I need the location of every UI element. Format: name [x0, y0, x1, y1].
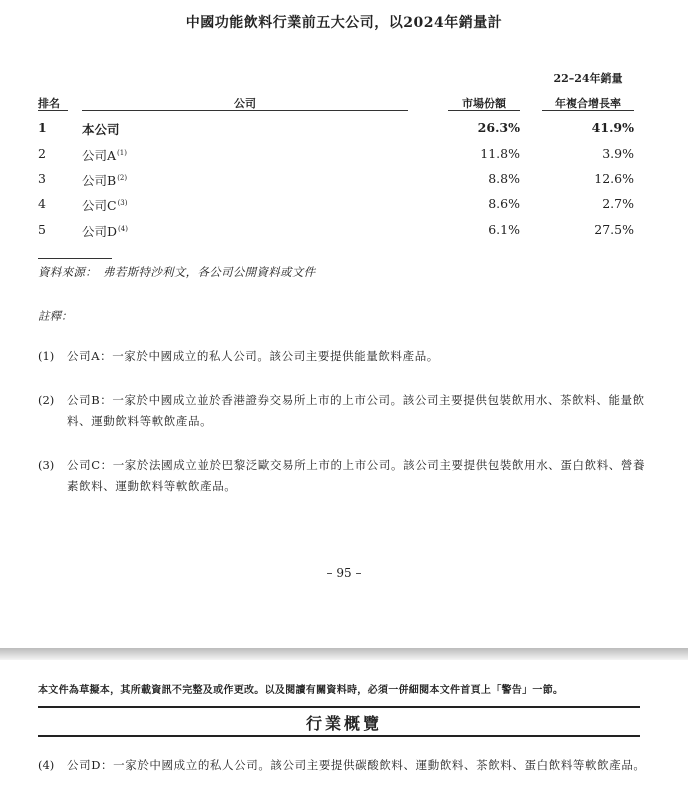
market-share-cell: 8.8% — [488, 171, 520, 186]
footnote-marker: (2) — [117, 174, 128, 182]
company-cell: 公司$C^{(3)}$ — [82, 198, 128, 213]
cagr-header-line1: 22–24年銷量 — [553, 72, 623, 85]
cagr-header-line2: 年複合增長率 — [555, 97, 621, 110]
footnote-text: 公司B：一家於中國成立並於香港證券交易所上市的上市公司。該公司主要提供包裝飲用水、茶飲料、能量飲料、運動飲料等軟飲產品。 — [67, 393, 645, 428]
company-cell: 公司$B^{(2)}$ — [82, 173, 128, 188]
rank-header: 排名 — [38, 97, 60, 110]
footnote-text: 公司D：一家於中國成立的私人公司。該公司主要提供碳酸飲料、運動飲料、茶飲料、蛋白飲料等軟飲產品。 — [67, 758, 646, 772]
share-header-rule — [448, 110, 520, 111]
company-header-rule — [82, 110, 408, 111]
footnote-2 — [38, 390, 648, 432]
rank-cell: 4 — [38, 196, 46, 211]
cagr-cell: 3.9% — [602, 146, 634, 161]
rank-cell: 1 — [38, 120, 47, 135]
footnote-marker: (1) — [117, 149, 127, 157]
cagr-cell: 2.7% — [602, 196, 634, 211]
footnote-number: (3) — [38, 458, 55, 472]
source-text: 資料來源： 弗若斯特沙利文，各公司公開資料或文件 — [38, 265, 316, 279]
rank-header-rule — [38, 110, 68, 111]
source-rule — [38, 258, 112, 259]
company-header: 公司 — [234, 97, 256, 110]
footnote-marker: (3) — [117, 199, 128, 207]
footnote-text: 公司A：一家於中國成立的私人公司。該公司主要提供能量飲料產品。 — [67, 349, 439, 363]
footnote-number: (2) — [38, 393, 55, 407]
cagr-cell: 12.6% — [594, 171, 634, 186]
section-top-rule — [38, 706, 640, 708]
market-share-cell: 8.6% — [488, 196, 520, 211]
market-share-cell: 26.3% — [477, 120, 520, 135]
rank-cell: 5 — [38, 222, 46, 237]
footnote-number: (1) — [38, 349, 55, 363]
section-bottom-rule — [38, 735, 640, 737]
cagr-cell: 27.5% — [594, 222, 634, 237]
cagr-cell: 41.9% — [591, 120, 634, 135]
page-title: 中國功能飲料行業前五大公司，以2024年銷量計 — [185, 15, 503, 31]
rank-cell: 2 — [38, 146, 46, 161]
footnote-text: 公司C：一家於法國成立並於巴黎泛歐交易所上市的上市公司。該公司主要提供包裝飲用水、蛋白飲料、營養素飲料、運動飲料等軟飲產品。 — [67, 458, 646, 493]
draft-disclaimer: 本文件為草擬本，其所載資訊不完整及或作更改。以及閱讀有關資料時，必須一併細閱本文件首頁上「警告」一節。 — [38, 685, 564, 696]
market-share-header: 市場份額 — [462, 97, 506, 110]
company-cell: 公司$A^{(1)}$ — [82, 148, 127, 163]
company-cell: 本公司 — [82, 122, 120, 137]
footnote-1 — [38, 346, 648, 367]
page-separator — [0, 648, 688, 660]
footnote-number: (4) — [38, 758, 55, 772]
company-cell: 公司$D^{(4)}$ — [82, 224, 128, 239]
footnote-4 — [38, 755, 648, 776]
rank-cell: 3 — [38, 171, 46, 186]
footnote-3 — [38, 455, 648, 497]
cagr-header-rule — [542, 110, 634, 111]
footnote-marker: (4) — [118, 225, 128, 233]
market-share-cell: 11.8% — [480, 146, 520, 161]
market-share-cell: 6.1% — [488, 222, 520, 237]
section-title: 行業概覽 — [305, 714, 382, 733]
page-number: – 95 – — [326, 566, 362, 580]
notes-title: 註釋： — [38, 309, 73, 323]
